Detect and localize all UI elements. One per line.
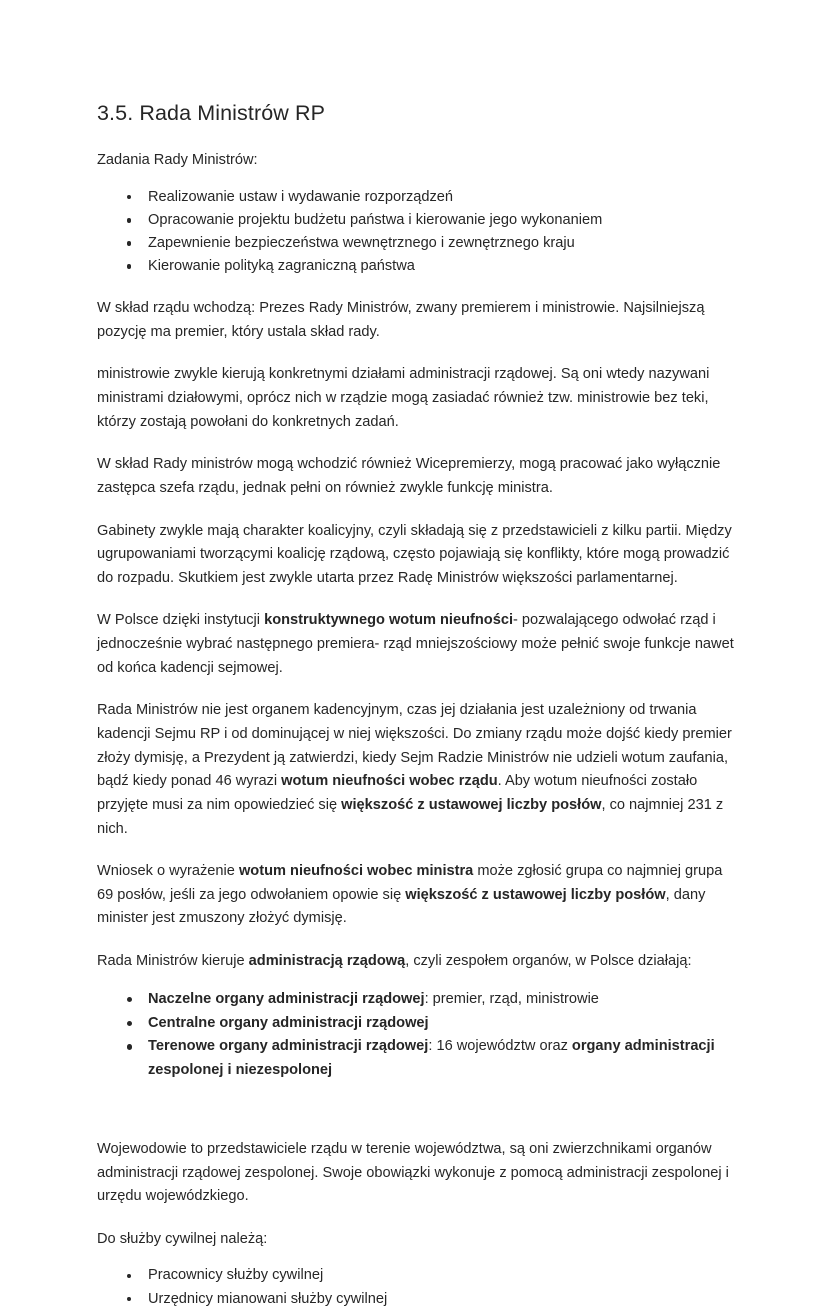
paragraph-sklad-rzadu: W skład rządu wchodzą: Prezes Rady Ministrów, zwany premierem i ministrowie. Najsilniejszą pozycję ma premier, który ustala skład rady. xyxy=(97,300,705,340)
organ-label: Centralne organy administracji rządowej xyxy=(148,1014,429,1031)
list-item: Urzędnicy mianowani służby cywilnej xyxy=(97,1288,735,1311)
text-run: Rada Ministrów kieruje xyxy=(97,953,249,970)
list-item: Kierowanie polityką zagraniczną państwa xyxy=(97,255,735,278)
paragraph-gabinety: Gabinety zwykle mają charakter koalicyjny, czyli składają się z przedstawicieli z kilku partii. Między ugrupowaniami tworzącymi koalicję rządową, często pojawiają się konflikty, które mogą prowadzić do rozpadu. Skutkiem jest zwykle utarta przez Radę Ministrów większości parlamentarnej. xyxy=(97,522,732,586)
paragraph-konstruktywne-wotum xyxy=(97,590,735,680)
list-item: Realizowanie ustaw i wydawanie rozporządzeń xyxy=(97,186,735,209)
text-run: Wniosek o wyrażenie xyxy=(97,863,239,880)
list-item xyxy=(97,988,735,1012)
organ-label-secondary: organy administracji zespolonej i niezespolonej xyxy=(148,1038,715,1079)
page-title: 3.5. Rada Ministrów RP xyxy=(97,101,326,125)
text-run: , co najmniej 231 z nich. xyxy=(97,796,724,837)
paragraph-wniosek xyxy=(97,841,735,931)
list-item xyxy=(97,1035,735,1083)
text-run: , dany minister jest zmuszony złożyć dymisję. xyxy=(97,886,706,927)
paragraph-wicepremierzy: W skład Rady ministrów mogą wchodzić również Wicepremierzy, mogą pracować jako wyłącznie zastępca szefa rządu, jednak pełni on również zwykle funkcję ministra. xyxy=(97,456,721,496)
organ-label: Naczelne organy administracji rządowej xyxy=(148,990,425,1007)
organ-label: Terenowe organy administracji rządowej xyxy=(148,1038,429,1055)
paragraph-kadencja xyxy=(97,680,735,841)
organy-list xyxy=(97,974,735,1083)
emphasis-wotum-wobec-rzadu: wotum nieufności wobec rządu xyxy=(281,773,498,790)
emphasis-wiekszosc-ustawowa: większość z ustawowej liczby posłów xyxy=(341,796,602,813)
paragraph-sluzba-cywilna: Do służby cywilnej należą: xyxy=(97,1230,268,1247)
paragraph-ministrowie: ministrowie zwykle kierują konkretnymi działami administracji rządowej. Są oni wtedy nazywani ministrami działowymi, oprócz nich w rządzie mogą zasiadać również tzw. ministrowie bez teki, którzy zostają powołani do konkretnych zadań. xyxy=(97,366,710,430)
tasks-list xyxy=(97,173,735,279)
emphasis-administracja-rzadowa: administracją rządową xyxy=(248,953,406,970)
text-run: , czyli zespołem organów, w Polsce działają: xyxy=(405,953,692,970)
intro-paragraph: Zadania Rady Ministrów: xyxy=(97,151,258,168)
paragraph-wojewodowie: Wojewodowie to przedstawiciele rządu w terenie województwa, są oni zwierzchnikami organów administracji rządowej zespolonej. Swoje obowiązki wykonuje z pomocą administracji zespolonej i urzędu wojewódzkiego. xyxy=(97,1140,729,1205)
text-run: . Aby wotum nieufności zostało przyjęte musi za nim opowiedzieć się xyxy=(97,773,698,813)
sluzba-cywilna-list xyxy=(97,1251,735,1310)
document-page xyxy=(97,0,735,1311)
emphasis-wotum-wobec-ministra: wotum nieufności wobec ministra xyxy=(238,863,474,880)
list-item: Zapewnienie bezpieczeństwa wewnętrznego i zewnętrznego kraju xyxy=(97,232,735,255)
organ-detail: : premier, rząd, ministrowie xyxy=(424,990,599,1007)
emphasis-wiekszosc-ustawowa-2: większość z ustawowej liczby posłów xyxy=(405,886,666,903)
text-run: Rada Ministrów nie jest organem kadencyjnym, czas jej działania jest uzależniony od trwania kadencji Sejmu RP i od dominującej w niej większości. Do zmiany rządu może dojść kiedy premier złoży dymisję, a Prezydent ją zatwierdzi, kiedy Sejm Radzie Ministrów nie udzieli wotum zaufania, bądź kiedy ponad 46 wyrazi xyxy=(97,702,732,790)
list-item xyxy=(97,1012,735,1036)
text-run: może zgłosić grupa co najmniej grupa 69 posłów, jeśli za jego odwołaniem opowie się xyxy=(97,863,723,903)
list-item: Pracownicy służby cywilnej xyxy=(97,1264,735,1287)
paragraph-administracja xyxy=(97,931,735,974)
organ-detail: : 16 województw oraz xyxy=(428,1038,572,1055)
text-run: W Polsce dzięki instytucji xyxy=(97,612,265,629)
list-item: Opracowanie projektu budżetu państwa i kierowanie jego wykonaniem xyxy=(97,209,735,232)
text-run: - pozwalającego odwołać rząd i jednocześnie wybrać następnego premiera- rząd mniejszościowy może pełnić swoje funkcje nawet od końca kadencji sejmowej. xyxy=(97,612,734,676)
emphasis-konstruktywne-wotum: konstruktywnego wotum nieufności xyxy=(264,612,513,629)
